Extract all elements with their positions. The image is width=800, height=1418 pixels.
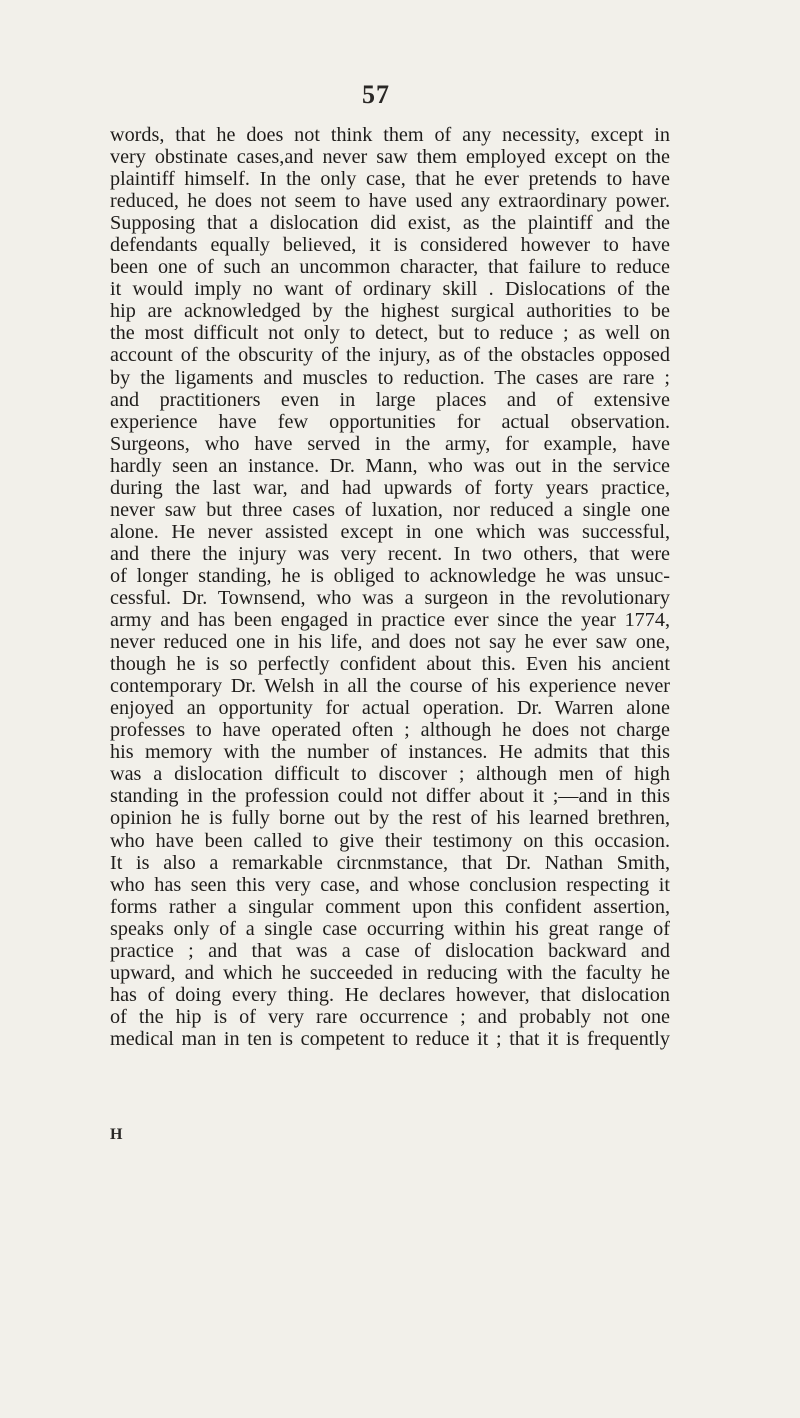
text-line: forms rather a singular comment upon this confident assertion, xyxy=(110,895,670,918)
text-line: medical man in ten is competent to reduce it ; that it is frequently xyxy=(110,1027,670,1050)
text-line: the most difficult not only to detect, but to reduce ; as well on xyxy=(110,322,670,345)
text-line: practice ; and that was a case of dislocation backward and xyxy=(110,939,670,962)
text-line: speaks only of a single case occurring within his great range of xyxy=(110,917,670,940)
text-line: has of doing every thing. He declares however, that dislocation xyxy=(110,983,670,1006)
text-line: his memory with the number of instances. He admits that this xyxy=(110,741,670,764)
text-line: been one of such an uncommon character, that failure to reduce xyxy=(110,256,670,279)
text-line: contemporary Dr. Welsh in all the course of his experience never xyxy=(110,675,670,698)
text-line: of the hip is of very rare occurrence ; and probably not one xyxy=(110,1005,670,1028)
text-line: enjoyed an opportunity for actual operation. Dr. Warren alone xyxy=(110,697,670,720)
text-line: it would imply no want of ordinary skill . Dislocations of the xyxy=(110,278,670,301)
text-line: account of the obscurity of the injury, as of the obstacles opposed xyxy=(110,344,670,367)
text-line: hardly seen an instance. Dr. Mann, who was out in the service xyxy=(110,454,670,477)
text-line: by the ligaments and muscles to reduction. The cases are rare ; xyxy=(110,366,670,389)
text-line: defendants equally believed, it is considered however to have xyxy=(110,234,670,257)
signature-mark: H xyxy=(110,1126,123,1143)
text-line: professes to have operated often ; although he does not charge xyxy=(110,719,670,742)
text-line: experience have few opportunities for actual observation. xyxy=(110,410,670,433)
text-line: Supposing that a dislocation did exist, as the plaintiff and the xyxy=(110,212,670,235)
text-line: opinion he is fully borne out by the rest of his learned brethren, xyxy=(110,807,670,830)
text-line: very obstinate cases,and never saw them employed except on the xyxy=(110,146,670,169)
text-line: who has seen this very case, and whose conclusion respecting it xyxy=(110,873,670,896)
text-line: and there the injury was very recent. In two others, that were xyxy=(110,542,670,565)
text-line: reduced, he does not seem to have used any extraordinary power. xyxy=(110,190,670,213)
text-line: never reduced one in his life, and does not say he ever saw one, xyxy=(110,631,670,654)
text-line: It is also a remarkable circnmstance, that Dr. Nathan Smith, xyxy=(110,851,670,874)
text-line: words, that he does not think them of any necessity, except in xyxy=(110,124,670,146)
text-line: army and has been engaged in practice ever since the year 1774, xyxy=(110,609,670,632)
text-line: never saw but three cases of luxation, nor reduced a single one xyxy=(110,498,670,521)
text-line: plaintiff himself. In the only case, that he ever pretends to have xyxy=(110,168,670,191)
text-line: alone. He never assisted except in one which was successful, xyxy=(110,520,670,543)
text-line: and practitioners even in large places and of extensive xyxy=(110,388,670,411)
text-line: of longer standing, he is obliged to acknowledge he was unsuc- xyxy=(110,564,670,587)
text-line: hip are acknowledged by the highest surgical authorities to be xyxy=(110,300,670,323)
text-line: who have been called to give their testimony on this occasion. xyxy=(110,829,670,852)
text-line: Surgeons, who have served in the army, for example, have xyxy=(110,432,670,455)
text-line: was a dislocation difficult to discover ; although men of high xyxy=(110,763,670,786)
page-number: 57 xyxy=(362,80,390,109)
text-line: cessful. Dr. Townsend, who was a surgeon in the revolutionary xyxy=(110,586,670,609)
text-line: standing in the profession could not differ about it ;—and in this xyxy=(110,785,670,808)
body-text xyxy=(110,124,670,1050)
text-line: though he is so perfectly confident about this. Even his ancient xyxy=(110,653,670,676)
text-line: during the last war, and had upwards of forty years practice, xyxy=(110,476,670,499)
text-line: upward, and which he succeeded in reducing with the faculty he xyxy=(110,961,670,984)
